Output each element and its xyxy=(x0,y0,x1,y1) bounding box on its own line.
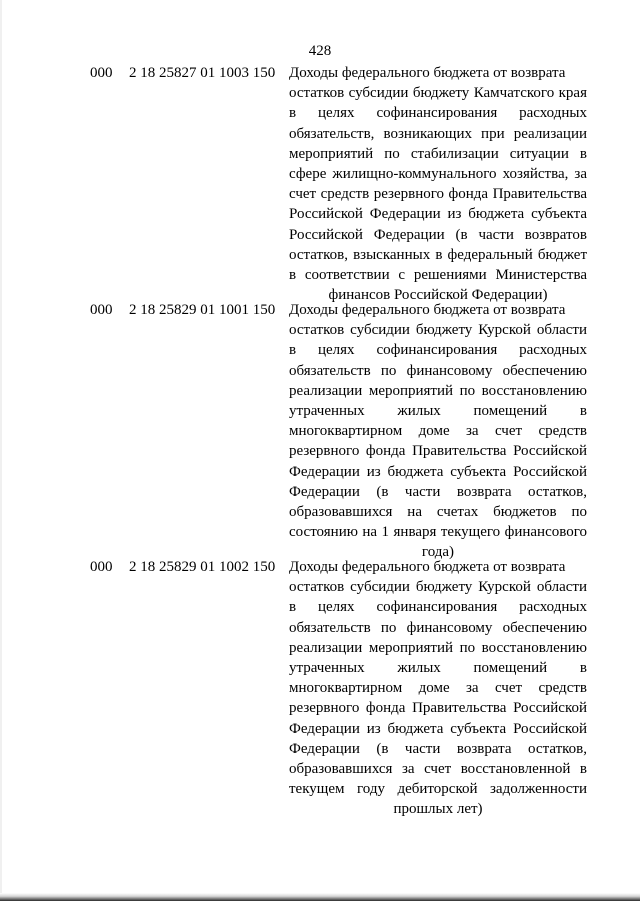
scan-edge xyxy=(0,0,2,901)
description-line: многоквартирном доме за счет средств xyxy=(289,680,587,697)
description-line: утраченных жилых помещений в xyxy=(289,660,587,677)
description-line: текущем году дебиторской задолженности xyxy=(289,781,587,798)
description-line: сфере жилищно-коммунального хозяйства, за xyxy=(289,166,587,183)
description-line: Доходы федерального бюджета от возврата xyxy=(289,65,566,81)
description-line: остатков субсидии бюджету Камчатского края xyxy=(289,85,587,102)
description-line: Федерации из бюджета субъекта Российской xyxy=(289,463,587,480)
description-line: образовавшихся на счетах бюджетов по xyxy=(289,504,587,521)
description-line: Российской Федерации (в части возвратов xyxy=(289,226,587,243)
description-line: состоянию на 1 января текущего финансового xyxy=(289,524,587,541)
description-line: реализации мероприятий по восстановлению xyxy=(289,639,587,656)
description-line: счет средств резервного фонда Правительства xyxy=(289,186,587,203)
description-line: в целях софинансирования расходных xyxy=(289,599,587,616)
description-line: Федерации из бюджета субъекта Российской xyxy=(289,720,587,737)
description-line: Доходы федерального бюджета от возврата xyxy=(289,559,566,575)
admin-code: 000 xyxy=(90,559,113,575)
description-line: резервного фонда Правительства Российской xyxy=(289,700,587,717)
description-line: прошлых лет) xyxy=(393,801,483,818)
description-line: в соответствии с решениями Министерства xyxy=(289,267,587,284)
description-line: остатков субсидии бюджету Курской области xyxy=(289,579,587,596)
description-line: Федерации (в части возврата остатков, xyxy=(289,740,587,757)
description-line: обязательств по финансовому обеспечению xyxy=(289,362,587,379)
description-line: утраченных жилых помещений в xyxy=(289,403,587,420)
scan-edge xyxy=(0,893,640,901)
description-line: остатков, взысканных в федеральный бюджет xyxy=(289,246,587,263)
admin-code: 000 xyxy=(90,302,113,318)
description-line: реализации мероприятий по восстановлению xyxy=(289,382,587,399)
admin-code: 000 xyxy=(90,65,113,81)
description-line: в целях софинансирования расходных xyxy=(289,342,587,359)
entry-description xyxy=(289,63,589,305)
description-line: резервного фонда Правительства Российской xyxy=(289,443,587,460)
page-number: 428 xyxy=(308,43,332,59)
description-line: года) xyxy=(421,544,455,561)
description-line: образовавшихся за счет восстановленной в xyxy=(289,761,587,778)
description-line: мероприятий по стабилизации ситуации в xyxy=(289,145,587,162)
description-line: обязательств по финансовому обеспечению xyxy=(289,619,587,636)
description-line: Российской Федерации из бюджета субъекта xyxy=(289,206,587,223)
description-line: многоквартирном доме за счет средств xyxy=(289,423,587,440)
description-line: финансов Российской Федерации) xyxy=(328,287,548,304)
budget-classification-code: 2 18 25829 01 1002 150 xyxy=(129,559,276,575)
entry-description xyxy=(289,300,589,563)
description-line: Доходы федерального бюджета от возврата xyxy=(289,302,566,318)
description-line: обязательств, возникающих при реализации xyxy=(289,125,587,142)
entry-description xyxy=(289,557,589,820)
budget-classification-code: 2 18 25829 01 1001 150 xyxy=(129,302,276,318)
budget-classification-code: 2 18 25827 01 1003 150 xyxy=(129,65,276,81)
description-line: остатков субсидии бюджету Курской области xyxy=(289,322,587,339)
description-line: в целях софинансирования расходных xyxy=(289,105,587,122)
description-line: Федерации (в части возврата остатков, xyxy=(289,483,587,500)
